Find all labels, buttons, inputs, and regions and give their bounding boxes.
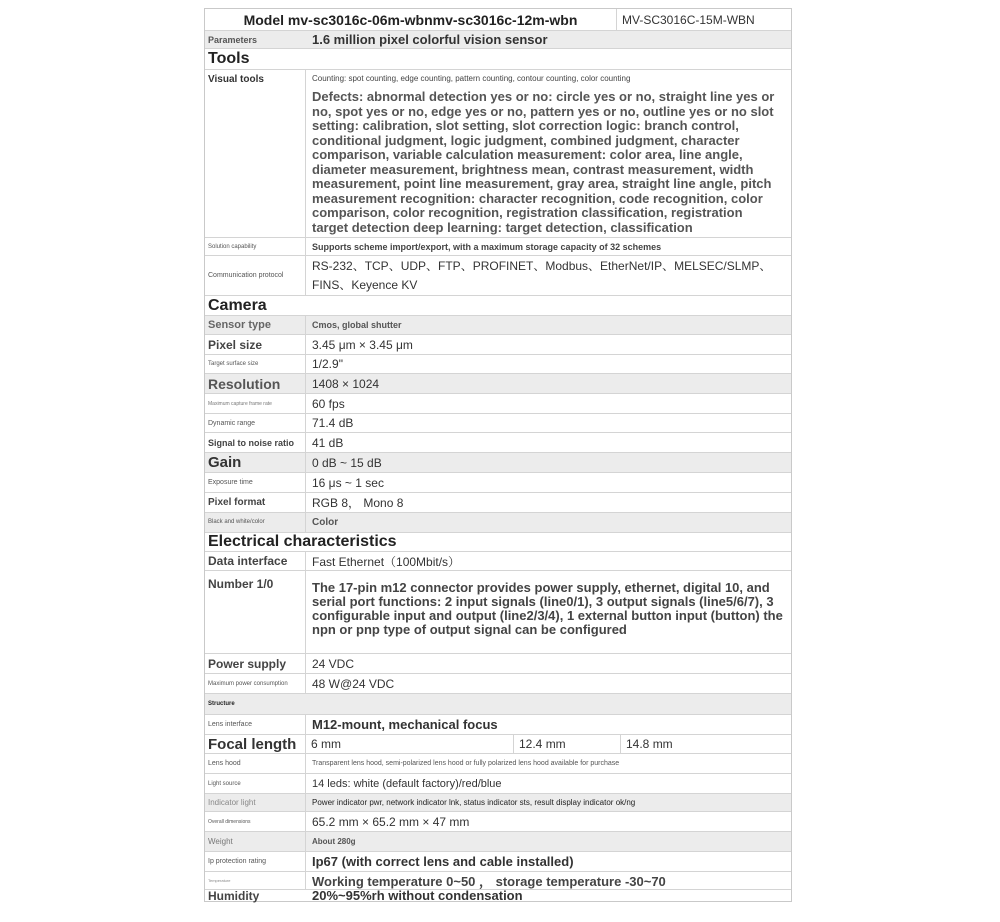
lens-interface-label: Lens interface (205, 715, 306, 734)
visual-tools-label: Visual tools (205, 70, 306, 237)
pixel-size-row (205, 335, 791, 355)
focal-row (205, 735, 791, 754)
model-title: Model mv-sc3016c-06m-wbnmv-sc3016c-12m-wbn (205, 9, 617, 30)
pixfmt-row (205, 493, 791, 513)
dynamic-row (205, 414, 791, 433)
spec-sheet (204, 8, 792, 902)
focal-value-3: 14.8 mm (620, 735, 791, 753)
bw-value: Color (312, 517, 339, 528)
ip-label: Ip protection rating (205, 852, 306, 871)
gain-label: Gain (205, 453, 306, 472)
snr-label: Signal to noise ratio (205, 433, 306, 452)
temp-label: Temperature (205, 872, 306, 889)
snr-value: 41 dB (312, 435, 344, 450)
pixel-size-value: 3.45 μm × 3.45 μm (312, 337, 413, 352)
indicator-row (205, 794, 791, 812)
dynamic-label: Dynamic range (205, 414, 306, 432)
lens-hood-value: Transparent lens hood, semi-polarized lens hood or fully polarized lens hood available for purchase (312, 760, 620, 767)
lens-interface-value: M12-mount, mechanical focus (312, 717, 498, 732)
maxpower-row (205, 674, 791, 694)
data-interface-row (205, 552, 791, 571)
model-row (205, 9, 791, 31)
light-label: Light source (205, 774, 306, 793)
solution-value: Supports scheme import/export, with a maximum storage capacity of 32 schemes (312, 241, 662, 252)
focal-label: Focal length (205, 735, 306, 753)
resolution-value: 1408 × 1024 (312, 376, 380, 391)
target-value: 1/2.9" (312, 357, 343, 371)
maxpower-value: 48 W@24 VDC (312, 676, 395, 691)
focal-value-2: 12.4 mm (513, 735, 626, 753)
temp-value: Working temperature 0~50 ， storage temperature -30~70 (312, 874, 666, 889)
solution-row (205, 238, 791, 256)
defects-text: Defects: abnormal detection yes or no: circle yes or no, straight line yes or no, spot yes or no, edge yes or no, pattern yes or no, outline yes or no slot setting: calibration, slot setting, slot correction logic: branch control, conditional judgment, logic judgment, combined judgment, character comparison, variable calculation measurement: color area, line angle, diameter measurement, brightness mean, contrast measurement, width measurement, point line measurement, gray area, straight line angle, pitch measurement recognition: character recognition, code recognition, color comparison, color recognition, registration classification, registration target detection deep learning: target detection, classification (312, 89, 775, 235)
model-alt: MV-SC3016C-15M-WBN (622, 12, 755, 27)
structure-heading: Structure (205, 694, 791, 715)
lens-hood-row (205, 754, 791, 774)
light-row (205, 774, 791, 794)
gain-value: 0 dB ~ 15 dB (312, 455, 382, 470)
sensor-type-label: Sensor type (205, 316, 306, 334)
pixel-size-label: Pixel size (205, 335, 306, 354)
weight-row (205, 832, 791, 852)
comm-row (205, 256, 791, 296)
io-row (205, 571, 791, 654)
data-interface-value: Fast Ethernet（100Mbit/s） (312, 554, 461, 569)
indicator-label: Indicator light (205, 794, 306, 811)
dims-label: Overall dimensions (205, 812, 306, 831)
weight-label: Weight (205, 832, 306, 851)
camera-heading: Camera (205, 296, 791, 316)
ip-value: Ip67 (with correct lens and cable installed) (312, 854, 574, 869)
light-value: 14 leds: white (default factory)/red/blue (312, 777, 502, 790)
dims-row (205, 812, 791, 832)
pixfmt-label: Pixel format (205, 493, 306, 512)
parameters-row (205, 31, 791, 49)
parameters-value: 1.6 million pixel colorful vision sensor (312, 32, 548, 47)
bw-label: Black and white/color (205, 513, 306, 532)
dims-value: 65.2 mm × 65.2 mm × 47 mm (312, 814, 470, 829)
comm-value: RS-232、TCP、UDP、FTP、PROFINET、Modbus、EtherNet/IP、MELSEC/SLMP、FINS、Keyence KV (312, 258, 772, 292)
power-row (205, 654, 791, 674)
counting-text: Counting: spot counting, edge counting, pattern counting, contour counting, color counting (312, 74, 631, 83)
electrical-heading: Electrical characteristics (205, 533, 791, 552)
lens-hood-label: Lens hood (205, 754, 306, 773)
solution-label: Solution capability (205, 238, 306, 255)
indicator-value: Power indicator pwr, network indicator lnk, status indicator sts, result display indicator ok/ng (312, 798, 636, 807)
io-value: The 17-pin m12 connector provides power supply, ethernet, digital 10, and serial port functions: 2 input signals (line0/1), 3 output signals (line5/6/7), 3 configurable input and output (line2/3/4), 1 external button input (button) the npn or pnp type of output signal can be configured (312, 580, 783, 637)
dynamic-value: 71.4 dB (312, 416, 354, 430)
exposure-row (205, 473, 791, 493)
humidity-label: Humidity (208, 888, 260, 903)
bw-row (205, 513, 791, 533)
lens-interface-row (205, 715, 791, 735)
resolution-row (205, 374, 791, 394)
focal-value-1: 6 mm (311, 737, 341, 751)
exposure-value: 16 μs ~ 1 sec (312, 475, 384, 490)
ip-row (205, 852, 791, 872)
frame-row (205, 394, 791, 414)
exposure-label: Exposure time (205, 473, 306, 492)
target-row (205, 355, 791, 374)
weight-value: About 280g (312, 837, 356, 846)
humidity-row (205, 890, 791, 901)
comm-label: Communication protocol (205, 256, 306, 295)
pixfmt-value: RGB 8， Mono 8 (312, 496, 404, 510)
io-label: Number 1/0 (205, 571, 306, 653)
power-label: Power supply (205, 654, 306, 673)
sensor-type-row (205, 316, 791, 335)
visual-tools-row (205, 70, 791, 238)
tools-heading: Tools (205, 49, 791, 70)
parameters-label: Parameters (208, 34, 258, 45)
gain-row (205, 453, 791, 473)
frame-value: 60 fps (312, 396, 345, 411)
sensor-type-value: Cmos, global shutter (312, 320, 402, 330)
target-label: Target surface size (205, 355, 306, 373)
resolution-label: Resolution (205, 374, 306, 393)
snr-row (205, 433, 791, 453)
maxpower-label: Maximum power consumption (205, 674, 306, 693)
humidity-value: 20%~95%rh without condensation (312, 888, 523, 903)
power-value: 24 VDC (312, 656, 355, 671)
data-interface-label: Data interface (205, 552, 306, 570)
frame-label: Maximum capture frame rate (205, 394, 306, 413)
